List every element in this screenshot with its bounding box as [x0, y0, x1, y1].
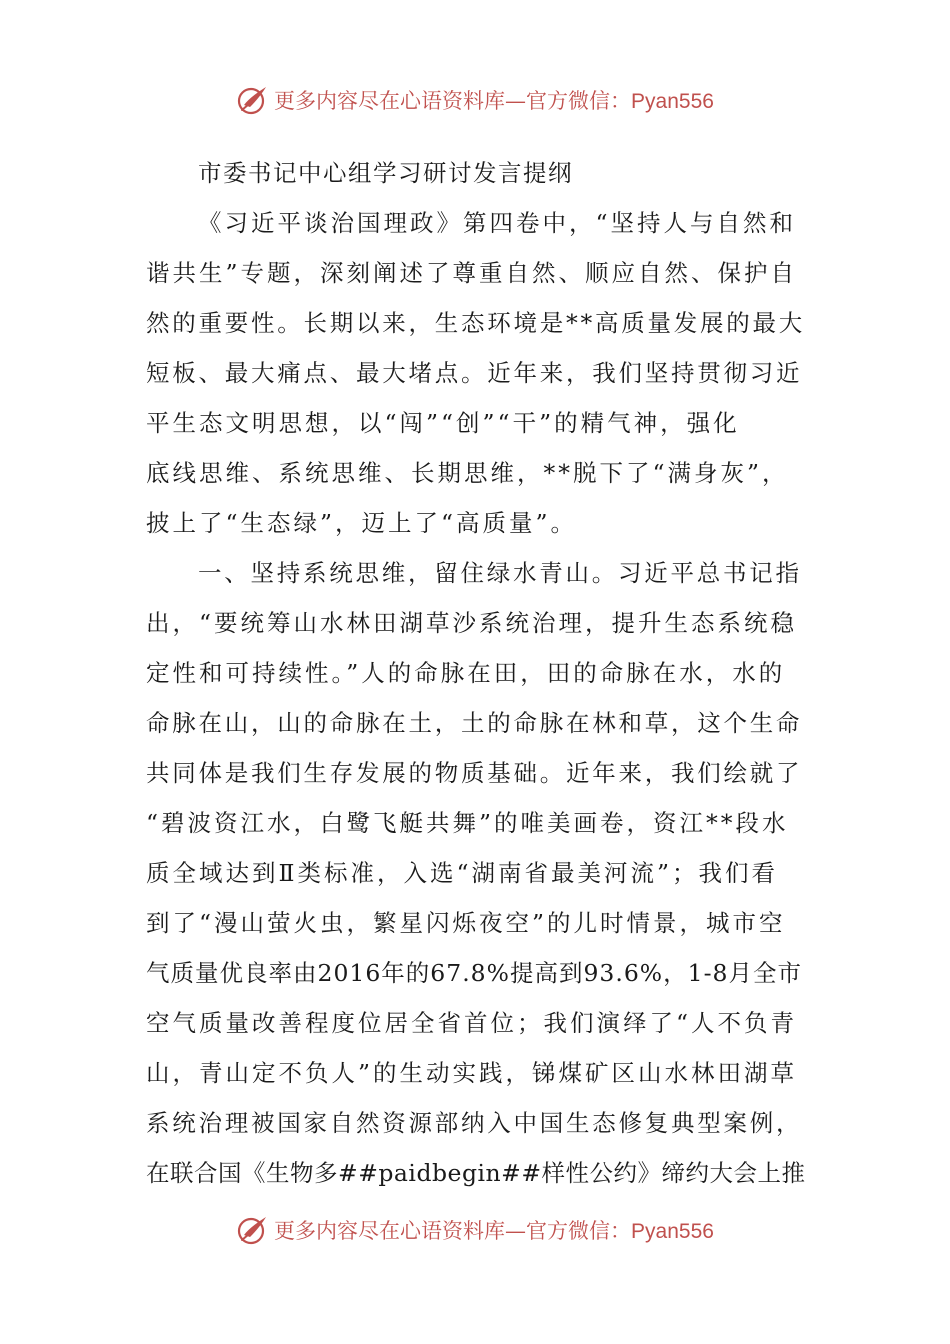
text-line: 命脉在山，山的命脉在土，土的命脉在林和草，这个生命 — [146, 709, 803, 737]
text-line: 出，“要统筹山水林田湖草沙系统治理，提升生态系统稳 — [146, 609, 798, 637]
text-line: 一、坚持系统思维，留住绿水青山。习近平总书记指 — [198, 559, 802, 587]
text-line: 披上了“生态绿”，迈上了“高质量”。 — [146, 509, 578, 537]
document-title: 市委书记中心组学习研讨发言提纲 — [198, 159, 573, 187]
text-line: 《习近平谈治国理政》第四卷中，“坚持人与自然和 — [198, 209, 797, 237]
text-line: 气质量优良率由2016年的67.8%提高到93.6%，1-8月全市 — [146, 959, 802, 987]
paragraph-intro — [146, 198, 806, 548]
text-line: 系统治理被国家自然资源部纳入中国生态修复典型案例， — [146, 1109, 803, 1137]
watermark-text: 更多内容尽在心语资料库—官方微信：Pyan556 — [274, 1219, 714, 1243]
text-line: 平生态文明思想，以“闯”“创”“干”的精气神，强化 — [146, 409, 740, 437]
footer-watermark — [0, 1210, 950, 1250]
text-line: 空气质量改善程度位居全省首位；我们演绎了“人不负青 — [146, 1009, 798, 1037]
text-line: 到了“漫山萤火虫，繁星闪烁夜空”的儿时情景，城市空 — [146, 909, 786, 937]
text-line: 短板、最大痛点、最大堵点。近年来，我们坚持贯彻习近 — [146, 359, 803, 387]
text-line: 山，青山定不负人”的生动实践，锑煤矿区山水林田湖草 — [146, 1059, 798, 1087]
quill-pen-seal-icon — [236, 83, 270, 117]
text-line: 在联合国《生物多##paidbegin##样性公约》缔约大会上推 — [146, 1159, 806, 1187]
text-line: “碧波资江水，白鹭飞艇共舞”的唯美画卷，资江**段水 — [146, 809, 789, 837]
text-line: 然的重要性。长期以来，生态环境是**高质量发展的最大 — [146, 309, 805, 337]
text-line: 底线思维、系统思维、长期思维，**脱下了“满身灰”， — [146, 459, 789, 487]
text-line: 定性和可持续性。”人的命脉在田，田的命脉在水，水的 — [146, 659, 786, 687]
quill-pen-seal-icon — [236, 1213, 270, 1247]
document-body — [146, 148, 806, 1198]
paragraph-section-one — [146, 548, 806, 1198]
watermark-text: 更多内容尽在心语资料库—官方微信：Pyan556 — [274, 89, 714, 113]
text-line: 共同体是我们生存发展的物质基础。近年来，我们绘就了 — [146, 759, 803, 787]
text-line: 质全域达到Ⅱ类标准，入选“湖南省最美河流”；我们看 — [146, 859, 778, 887]
text-line: 谐共生”专题，深刻阐述了尊重自然、顺应自然、保护自 — [146, 259, 798, 287]
header-watermark — [0, 80, 950, 120]
